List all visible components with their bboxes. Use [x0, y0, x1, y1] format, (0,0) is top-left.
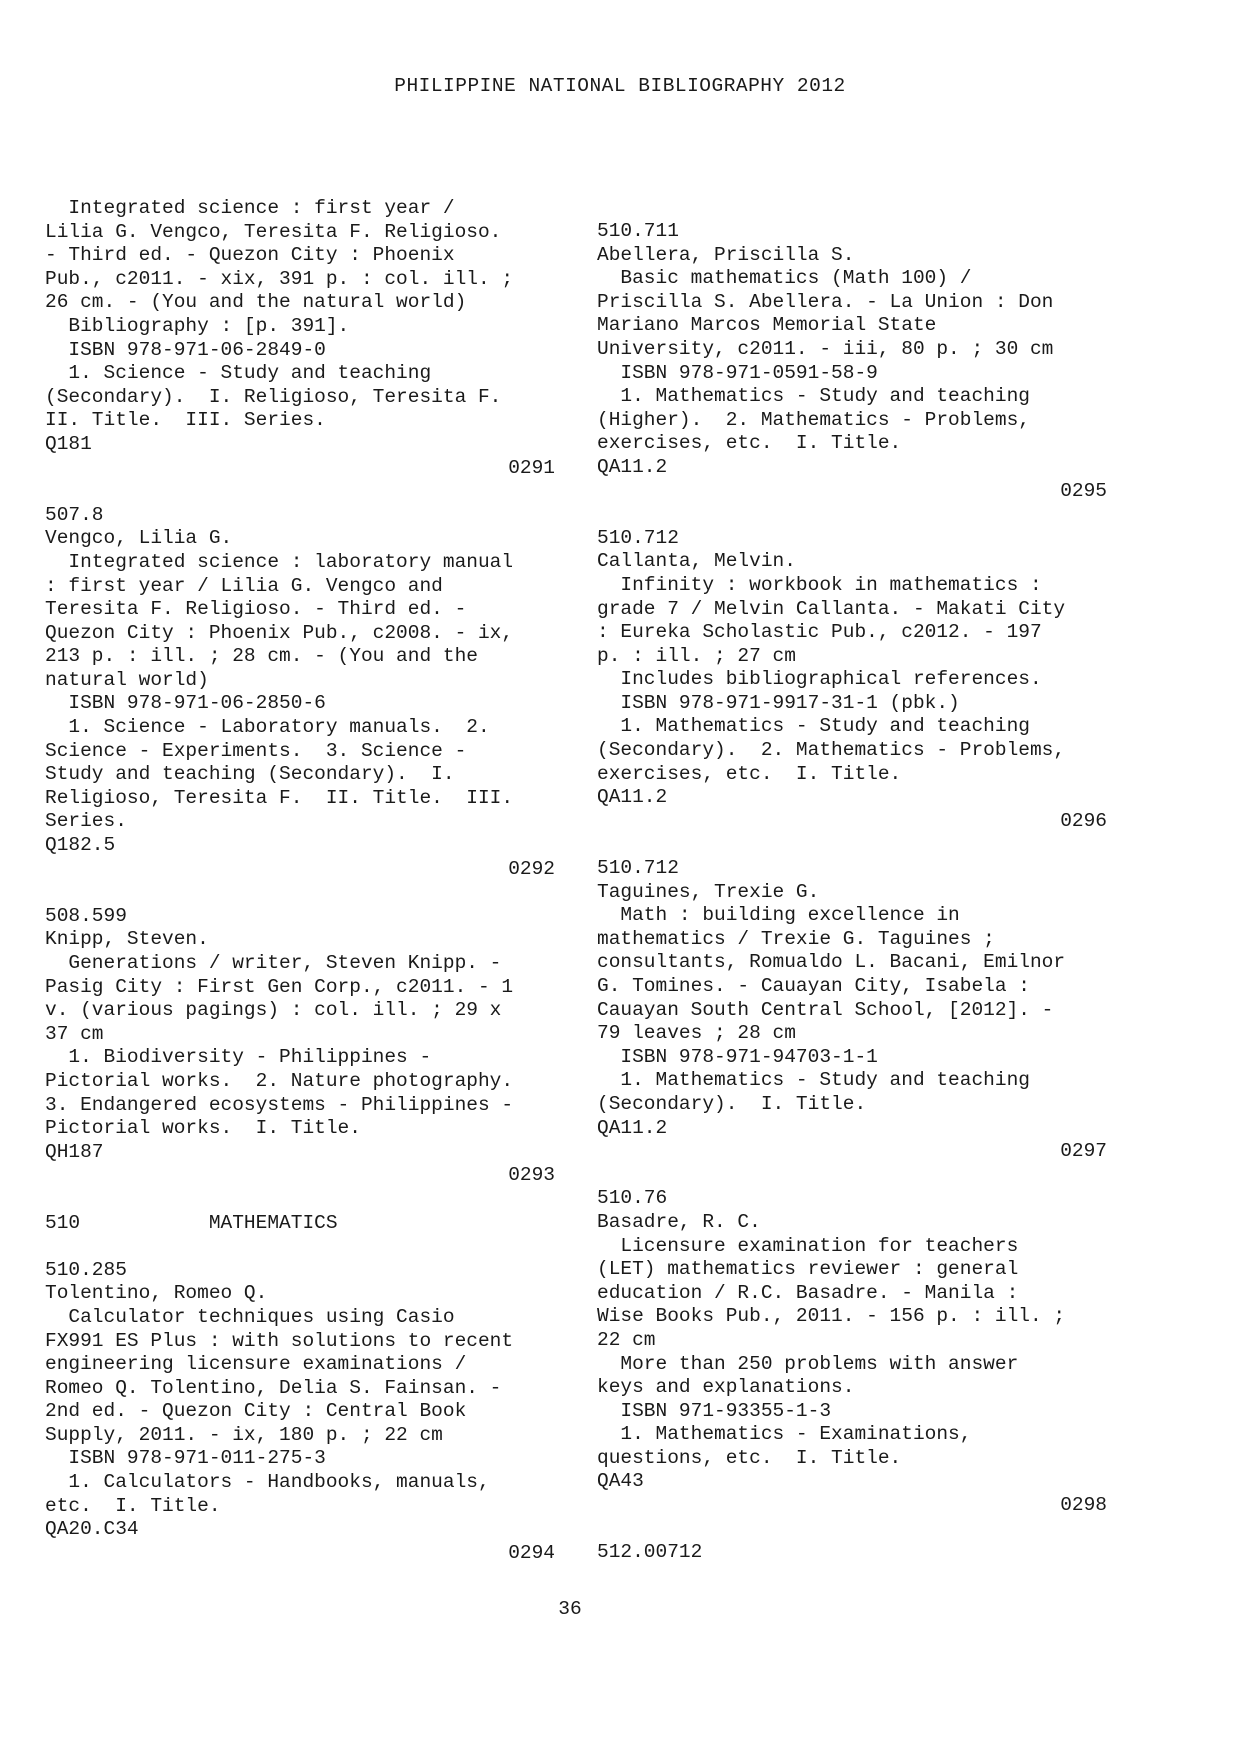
entry-line: University, c2011. - iii, 80 p. ; 30 cm — [597, 337, 1054, 360]
entry-line: 2nd ed. - Quezon City : Central Book — [45, 1400, 467, 1423]
entry-line: 510 MATHEMATICS — [45, 1211, 338, 1234]
entry-line: QA11.2 — [597, 1116, 668, 1139]
entry-line: Supply, 2011. - ix, 180 p. ; 22 cm — [45, 1423, 443, 1446]
entry-number: 0297 — [1060, 1140, 1107, 1163]
entry-line: QA43 — [597, 1470, 644, 1493]
entry-line: grade 7 / Melvin Callanta. - Makati City — [597, 597, 1066, 620]
entry-line: 512.00712 — [597, 1541, 703, 1564]
blank-line — [45, 1235, 555, 1259]
entry-line: II. Title. III. Series. — [45, 409, 326, 432]
entry-line: 3. Endangered ecosystems - Philippines - — [45, 1093, 514, 1116]
entry-line: Mariano Marcos Memorial State — [597, 314, 937, 337]
entry-line: Tolentino, Romeo Q. — [45, 1282, 268, 1305]
entry-line: 510.712 — [597, 857, 679, 880]
entry-line: Bibliography : [p. 391]. — [45, 314, 350, 337]
entry-line: Infinity : workbook in mathematics : — [597, 573, 1042, 596]
entry-line: - Third ed. - Quezon City : Phoenix — [45, 244, 455, 267]
entry-line: 1. Mathematics - Study and teaching — [597, 715, 1030, 738]
entry-line: ISBN 978-971-0591-58-9 — [597, 361, 878, 384]
entry-number: 0294 — [508, 1541, 555, 1564]
entry-line: Cauayan South Central School, [2012]. - — [597, 998, 1054, 1021]
entry-line: 1. Science - Laboratory manuals. 2. — [45, 716, 490, 739]
entry-line: QA11.2 — [597, 786, 668, 809]
entry-line: Vengco, Lilia G. — [45, 527, 233, 550]
entry-line: 37 cm — [45, 1022, 104, 1045]
blank-line — [597, 503, 1107, 527]
entry-line: 1. Biodiversity - Philippines - — [45, 1046, 432, 1069]
entry-line: More than 250 problems with answer — [597, 1352, 1019, 1375]
entry-number: 0291 — [508, 456, 555, 479]
entry-line: questions, etc. I. Title. — [597, 1446, 902, 1469]
entry-line: Pictorial works. 2. Nature photography. — [45, 1069, 514, 1092]
entry-line: 22 cm — [597, 1328, 656, 1351]
entry-line: ISBN 978-971-9917-31-1 (pbk.) — [597, 691, 960, 714]
entry-line: 1. Mathematics - Study and teaching — [597, 1069, 1030, 1092]
entry-line: ISBN 978-971-06-2850-6 — [45, 692, 326, 715]
right-column — [597, 220, 1107, 1565]
entry-line: 1. Calculators - Handbooks, manuals, — [45, 1471, 490, 1494]
entry-number: 0296 — [1060, 809, 1107, 832]
entry-line: Science - Experiments. 3. Science - — [45, 739, 467, 762]
entry-line: Romeo Q. Tolentino, Delia S. Fainsan. - — [45, 1376, 502, 1399]
entry-line: Religioso, Teresita F. II. Title. III. — [45, 786, 514, 809]
entry-line: : Eureka Scholastic Pub., c2012. - 197 — [597, 621, 1042, 644]
entry-line: (Secondary). I. Religioso, Teresita F. — [45, 385, 502, 408]
entry-line: Calculator techniques using Casio — [45, 1305, 455, 1328]
entry-line: Integrated science : first year / — [45, 197, 455, 219]
left-column — [45, 197, 555, 1565]
entry-line: 510.285 — [45, 1258, 127, 1281]
entry-line: keys and explanations. — [597, 1376, 855, 1399]
entry-line: Quezon City : Phoenix Pub., c2008. - ix, — [45, 621, 514, 644]
entry-line: (Higher). 2. Mathematics - Problems, — [597, 408, 1030, 431]
entry-line: 510.76 — [597, 1187, 668, 1210]
entry-line: Callanta, Melvin. — [597, 550, 796, 573]
blank-line — [597, 1164, 1107, 1188]
entry-line: 26 cm. - (You and the natural world) — [45, 291, 467, 314]
entry-line: Math : building excellence in — [597, 904, 960, 927]
entry-line: Licensure examination for teachers — [597, 1234, 1019, 1257]
blank-line — [45, 480, 555, 504]
entry-number: 0295 — [1060, 479, 1107, 502]
entry-line: Basadre, R. C. — [597, 1210, 761, 1233]
entry-line: v. (various pagings) : col. ill. ; 29 x — [45, 999, 502, 1022]
entry-line: Priscilla S. Abellera. - La Union : Don — [597, 290, 1054, 313]
entry-line: (Secondary). 2. Mathematics - Problems, — [597, 739, 1066, 762]
entry-line: ISBN 978-971-06-2849-0 — [45, 338, 326, 361]
entry-line: ISBN 978-971-011-275-3 — [45, 1447, 326, 1470]
entry-line: Includes bibliographical references. — [597, 668, 1042, 691]
entry-line: Q182.5 — [45, 834, 116, 857]
entry-line: Teresita F. Religioso. - Third ed. - — [45, 598, 467, 621]
blank-line — [597, 1518, 1107, 1542]
page-number: 36 — [558, 1598, 582, 1620]
entry-line: (LET) mathematics reviewer : general — [597, 1258, 1019, 1281]
entry-line: consultants, Romualdo L. Bacani, Emilnor — [597, 951, 1066, 974]
entry-line: 510.711 — [597, 220, 679, 242]
entry-line: exercises, etc. I. Title. — [597, 762, 902, 785]
entry-line: 213 p. : ill. ; 28 cm. - (You and the — [45, 645, 478, 668]
entry-line: G. Tomines. - Cauayan City, Isabela : — [597, 975, 1030, 997]
entry-line: Study and teaching (Secondary). I. — [45, 763, 455, 786]
entry-line: Pasig City : First Gen Corp., c2011. - 1 — [45, 975, 514, 998]
entry-line: exercises, etc. I. Title. — [597, 432, 902, 455]
entry-line: FX991 ES Plus : with solutions to recent — [45, 1329, 514, 1352]
page-header: PHILIPPINE NATIONAL BIBLIOGRAPHY 2012 — [394, 75, 846, 97]
entry-line: Integrated science : laboratory manual — [45, 550, 514, 573]
entry-line: QA11.2 — [597, 455, 668, 478]
entry-number: 0292 — [508, 857, 555, 880]
entry-line: natural world) — [45, 668, 209, 691]
entry-line: : first year / Lilia G. Vengco and — [45, 574, 443, 597]
entry-line: p. : ill. ; 27 cm — [597, 644, 796, 667]
entry-line: QH187 — [45, 1140, 104, 1163]
entry-line: Abellera, Priscilla S. — [597, 243, 855, 266]
entry-line: mathematics / Trexie G. Taguines ; — [597, 927, 995, 950]
entry-line: ISBN 971-93355-1-3 — [597, 1399, 832, 1422]
blank-line — [45, 1188, 555, 1212]
blank-line — [597, 833, 1107, 857]
entry-line: ISBN 978-971-94703-1-1 — [597, 1045, 878, 1068]
entry-line: 507.8 — [45, 503, 104, 526]
entry-line: Pictorial works. I. Title. — [45, 1117, 361, 1140]
entry-line: Taguines, Trexie G. — [597, 880, 820, 903]
entry-line: 79 leaves ; 28 cm — [597, 1022, 796, 1045]
entry-line: 1. Mathematics - Examinations, — [597, 1423, 972, 1446]
entry-line: Lilia G. Vengco, Teresita F. Religioso. — [45, 220, 502, 243]
entry-line: Wise Books Pub., 2011. - 156 p. : ill. ; — [597, 1305, 1066, 1328]
entry-line: 510.712 — [597, 526, 679, 549]
entry-number: 0293 — [508, 1164, 555, 1187]
entry-line: 1. Mathematics - Study and teaching — [597, 385, 1030, 408]
entry-line: Series. — [45, 810, 127, 833]
entry-line: etc. I. Title. — [45, 1494, 221, 1517]
entry-number: 0298 — [1060, 1494, 1107, 1517]
entry-line: education / R.C. Basadre. - Manila : — [597, 1281, 1019, 1304]
entry-line: engineering licensure examinations / — [45, 1353, 467, 1376]
entry-line: QA20.C34 — [45, 1518, 139, 1541]
entry-line: Knipp, Steven. — [45, 928, 209, 951]
entry-line: 508.599 — [45, 904, 127, 927]
entry-line: Basic mathematics (Math 100) / — [597, 267, 972, 290]
blank-line — [45, 881, 555, 905]
entry-line: 1. Science - Study and teaching — [45, 362, 432, 385]
entry-line: Generations / writer, Steven Knipp. - — [45, 952, 502, 974]
entry-line: Q181 — [45, 432, 92, 455]
entry-line: (Secondary). I. Title. — [597, 1092, 867, 1115]
entry-line: Pub., c2011. - xix, 391 p. : col. ill. ; — [45, 267, 514, 290]
